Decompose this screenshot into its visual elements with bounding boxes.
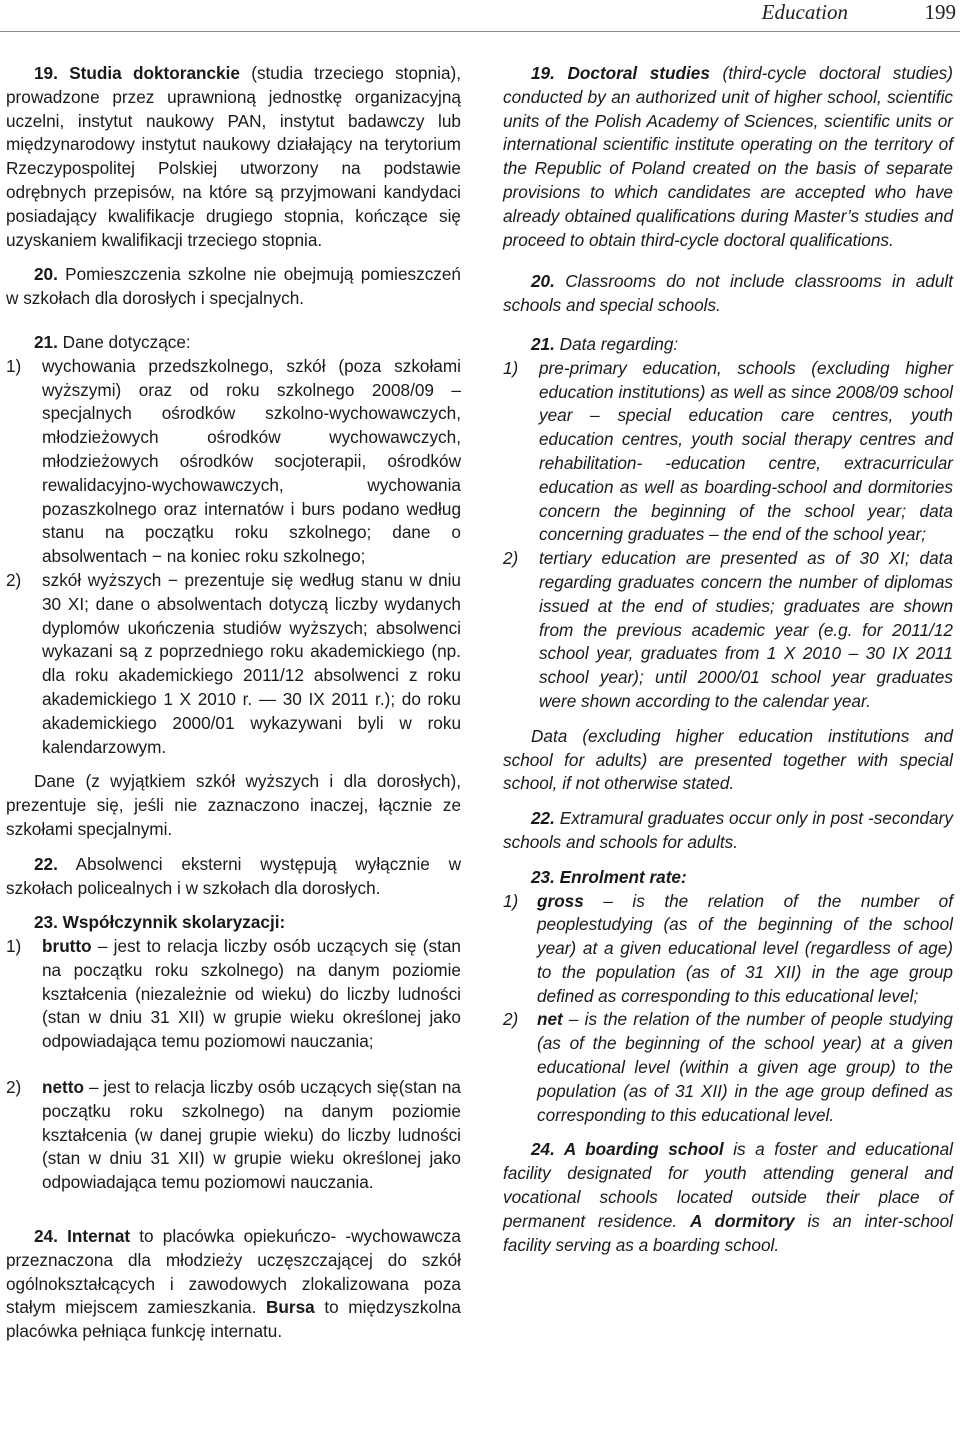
list-item: 1) brutto – jest to relacja liczby osób uczących się (stan na początku roku szkolnego) na danym poziomie kształcenia (niezależnie od wieku) do liczby ludności (stan w dniu 31 XII) w grupie wieku określonej jako odpowiadająca temu poziomowi nauczania; [6,936,461,1052]
list-item: 1) wychowania przedszkolnego, szkół (poza szkołami wyższymi) oraz od roku szkolnego 2008/09 – specjalnych ośrodków szkolno-wychowawczych, młodzieżowych ośrodków wychowawczych, młodzieżowych ośrodków socjoterapii, ośrodków rewalidacyjno-wychowawczych, wychowania pozaszkolnego oraz internatów i burs podano według stanu na początku roku szkolnego; dane o absolwentach − na koniec roku szkolnego; [6,355,461,567]
section-21: 21. Data regarding: [531,333,679,354]
section-20: 20. Pomieszczenia szkolne nie obejmują pomieszczeń w szkołach dla dorosłych i specjalnych. [6,264,461,309]
section-21-note: Dane (z wyjątkiem szkół wyższych i dla dorosłych), prezentuje się, jeśli nie zaznaczono inaczej, łącznie ze szkołami specjalnymi. [6,771,461,839]
list-item: 2) net – is the relation of the number of people studying (as of the beginning of the school year) at a given educational level (within a given age group) to the population (as of 31 XII) in the age group defined as corresponding to this educational level. [503,1009,953,1125]
list-item: 2) szkół wyższych − prezentuje się według stanu w dniu 30 XI; dane o absolwentach dotyczą liczby wydanych dyplomów ukończenia studiów wyższych; absolwenci wykazani są z poprzedniego roku akademickiego (np. dla roku akademickiego 2011/12 absolwenci z roku akademickiego 1 X 2010 r. — 30 IX 2011 r.); do roku akademickiego 2000/01 wykazywani byli w roku kalendarzowym. [6,569,461,757]
polish-column [6,62,461,1344]
running-title: Education [761,0,848,24]
section-21-note: Data (excluding higher education institutions and school for adults) are presented together with special school, if not otherwise stated. [503,725,953,794]
section-22: 22. Absolwenci eksterni występują wyłącznie w szkołach policealnych i w szkołach dla dorosłych. [6,853,461,898]
section-22: 22. Extramural graduates occur only in post -secondary schools and schools for adults. [503,808,953,852]
header-rule [0,31,960,32]
section-24: 24. Internat to placówka opiekuńczo- -wychowawcza przeznaczona dla młodzieży uczęszczającej do szkół ogólnokształcących i zawodowych zlokalizowana poza stałym miejscem zamieszkania. Bursa to międzyszkolna placówka pełniąca funkcję internatu. [6,1226,461,1342]
page-number: 199 [924,0,956,24]
section-19: 19. Studia doktoranckie (studia trzeciego stopnia), prowadzone przez uprawnioną jednostkę organizacyjną uczelni, instytut naukowy PAN, instytut badawczy lub międzynarodowy instytut naukowy działający na terytorium Rzeczypospolitej Polskiej utworzony na podstawie odrębnych przepisów, na które są przyjmowani kandydaci posiadający kwalifikacje drugiego stopnia, kończące się uzyskaniem kwalifikacji trzeciego stopnia. [6,63,462,250]
section-19: 19. Doctoral studies (third-cycle doctoral studies) conducted by an authorized unit of higher school, scientific units of the Polish Academy of Sciences, scientific units or international scientific institute operating on the territory of the Republic of Poland created on the basis of separate provisions to which candidates are accepted who have already obtained qualifications during Master’s studies and proceed to obtain third-cycle doctoral qualifications. [503,63,953,250]
section-24: 24. A boarding school is a foster and educational facility designated for youth attending general and vocational schools located outside their place of permanent residence. A dormitory is an inter-school facility serving as a boarding school. [503,1139,953,1255]
section-23: 23. Współczynnik skolaryzacji: [34,912,286,933]
english-column [503,62,953,1257]
list-item: 1) gross – is the relation of the number of peoplestudying (as of the beginning of the school year) at a given educational level (regardless of age) to the population (as of 31 XII) in the age group defined as corresponding to this educational level; [503,890,953,1006]
list-item: 2) netto – jest to relacja liczby osób uczących się(stan na początku roku szkolnego) na danym poziomie kształcenia (w danej grupie wieku) do liczby ludności (stan w dniu 31 XII) w grupie wieku określonej jako odpowiadająca temu poziomowi nauczania. [6,1077,461,1193]
page-header [0,0,960,32]
section-21: 21. Dane dotyczące: [34,331,191,352]
section-23: 23. Enrolment rate: [531,866,687,887]
list-item: 2) tertiary education are presented as of 30 XI; data regarding graduates concern the number of diplomas issued at the end of studies; graduates are shown from the previous academic year (e.g. for 2011/12 school year, graduates from 1 X 2010 – 30 IX 2011 school year); until 2000/01 school year graduates were shown according to the calendar year. [503,548,953,711]
section-20: 20. Classrooms do not include classrooms in adult schools and special schools. [503,271,953,316]
list-item: 1) pre-primary education, schools (excluding higher education institutions) as well as since 2008/09 school year – special education care centres, youth education centres, youth social therapy centres and rehabilitation- -education centre, extracurricular education as well as boarding-school and dormitories concern the beginning of the school year; data concerning graduates – the end of the school year; [503,357,953,545]
